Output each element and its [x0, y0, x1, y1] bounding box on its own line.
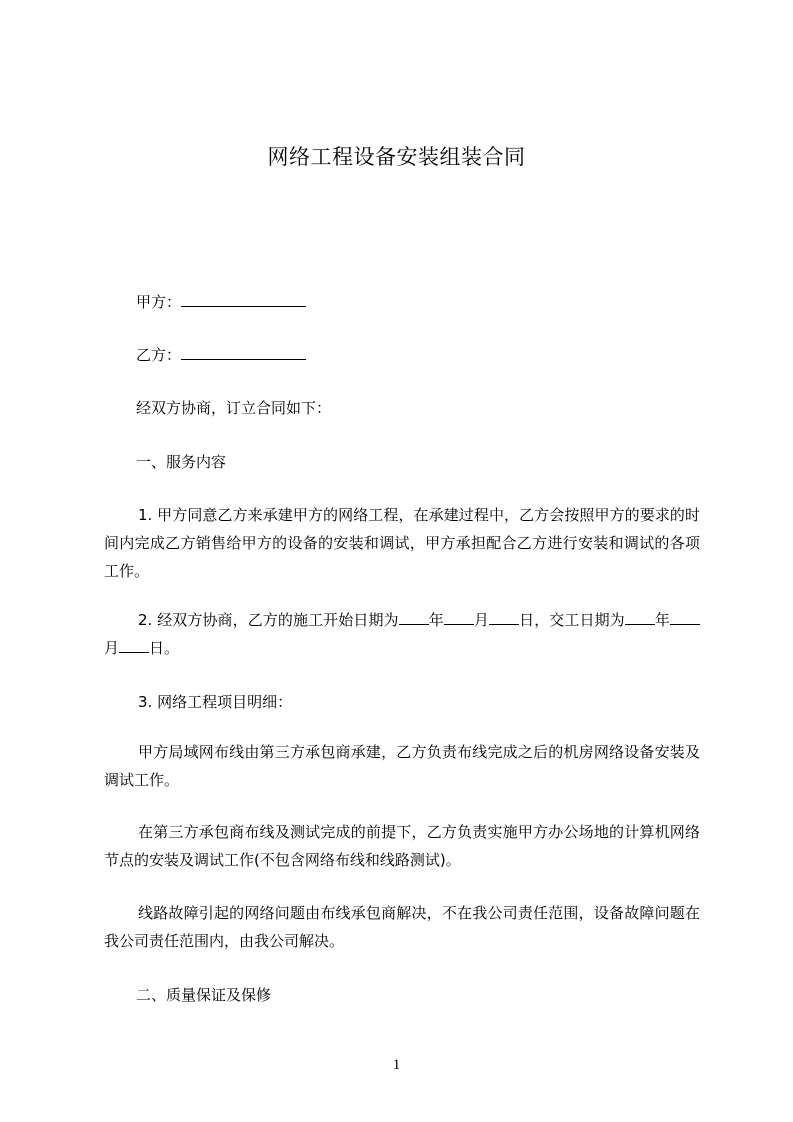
detail-3-paragraph: 线路故障引起的网络问题由布线承包商解决，不在我公司责任范围，设备故障问题在我公司责任范围内，由我公司解决。 [104, 904, 700, 950]
end-day-blank [119, 638, 149, 653]
party-b-blank [181, 345, 306, 360]
item-2-paragraph [104, 606, 700, 662]
start-day-blank [489, 610, 519, 625]
start-day-unit: 日，交工日期为 [519, 611, 625, 629]
start-year-blank [399, 610, 429, 625]
item-3-line: 3. 网络工程项目明细： [138, 693, 293, 711]
end-year-unit: 年 [654, 611, 670, 629]
item-2-prefix: 2. 经双方协商，乙方的施工开始日期为 [138, 611, 399, 629]
start-month-blank [444, 610, 474, 625]
end-year-blank [625, 610, 655, 625]
end-day-unit: 日。 [149, 639, 180, 657]
end-month-blank [670, 610, 700, 625]
start-month-unit: 月 [473, 611, 490, 629]
section-2-heading: 二、质量保证及保修 [136, 986, 272, 1004]
document-title: 网络工程设备安装组装合同 [267, 145, 526, 169]
start-year-unit: 年 [428, 611, 444, 629]
party-a-blank [181, 292, 306, 307]
detail-2-paragraph: 在第三方承包商布线及测试完成的前提下，乙方负责实施甲方办公场地的计算机网络节点的安装及调试工作(不包含网络布线和线路测试)。 [104, 823, 700, 869]
party-b-label: 乙方： [136, 346, 182, 364]
party-a-label: 甲方： [136, 293, 182, 311]
page-number: 1 [392, 1057, 401, 1073]
detail-1-paragraph: 甲方局域网布线由第三方承包商承建，乙方负责布线完成之后的机房网络设备安装及调试工作。 [104, 743, 700, 789]
item-1-paragraph: 1. 甲方同意乙方来承建甲方的网络工程，在承建过程中，乙方会按照甲方的要求的时间内完成乙方销售给甲方的设备的安装和调试，甲方承担配合乙方进行安装和调试的各项工作。 [104, 506, 700, 580]
end-month-unit: 月 [104, 639, 120, 657]
section-1-heading: 一、服务内容 [136, 453, 227, 471]
intro-text: 经双方协商，订立合同如下： [136, 399, 332, 417]
party-b-line [136, 345, 306, 365]
party-a-line [136, 292, 306, 312]
